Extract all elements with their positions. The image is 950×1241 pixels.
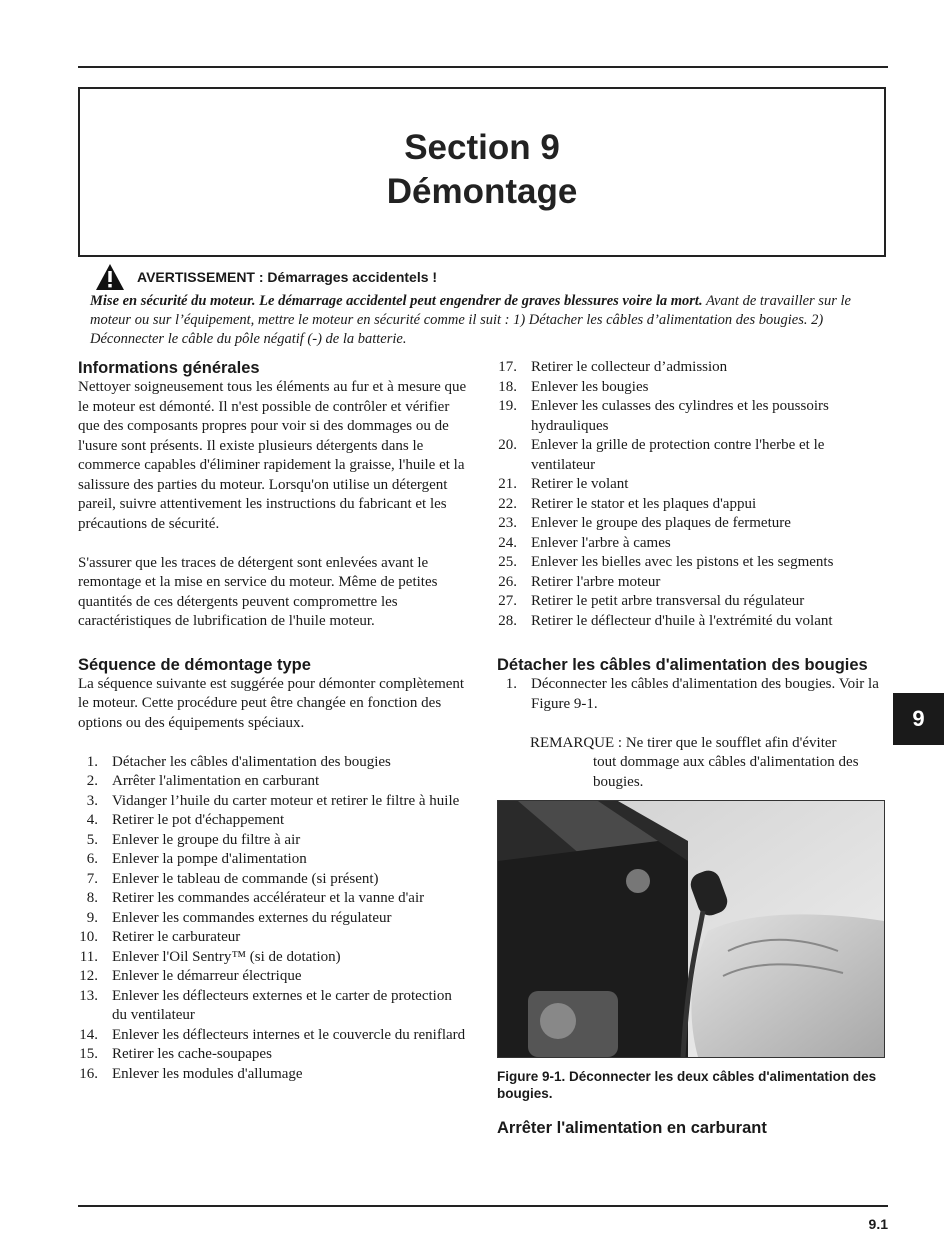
list-item: 8. Retirer les commandes accélérateur et la vanne d'air	[86, 890, 425, 906]
warning-body-text: Avant de travailler sur le moteur ou sur l’équipement, mettre le moteur en sécurité comme il suit : 1) Détacher les câbles d’alimentation des bougies. 2) Déconnecter le câble du pôle négatif (-) de la batterie.	[90, 293, 851, 347]
list-item: 12. Enlever le démarreur électrique	[79, 968, 302, 984]
list-item: 19. Enlever les culasses des cylindres et les poussoirs hydrauliques	[498, 398, 829, 434]
list-item: 1. Déconnecter les câbles d'alimentation des bougies. Voir la Figure 9-1.	[505, 676, 879, 712]
warning-triangle-icon	[95, 263, 125, 291]
list-item: 25. Enlever les bielles avec les pistons et les segments	[498, 554, 834, 570]
general-heading: Informations générales	[78, 359, 260, 377]
list-item: 3. Vidanger l’huile du carter moteur et retirer le filtre à huile	[86, 792, 460, 809]
list-item: 2. Arrêter l'alimentation en carburant	[86, 773, 320, 789]
fuel-heading: Arrêter l'alimentation en carburant	[497, 1119, 767, 1137]
section-number: Section 9	[404, 128, 560, 167]
list-item: 15. Retirer les cache-soupapes	[79, 1046, 272, 1062]
list-item: 9. Enlever les commandes externes du régulateur	[86, 909, 392, 926]
top-rule	[78, 66, 888, 68]
list-item: 22. Retirer le stator et les plaques d'appui	[498, 495, 757, 512]
warning-text	[90, 292, 880, 349]
list-item: 7. Enlever le tableau de commande (si présent)	[86, 870, 379, 887]
figure-photo	[497, 800, 885, 1058]
list-item: 23. Enlever le groupe des plaques de fermeture	[498, 515, 791, 531]
warning-block	[90, 262, 880, 349]
list-item: 16. Enlever les modules d'allumage	[79, 1065, 303, 1082]
remark-lead: REMARQUE : Ne tirer que le soufflet afin d'éviter	[530, 734, 837, 751]
warning-title: AVERTISSEMENT : Démarrages accidentels !	[137, 268, 438, 285]
figure-caption: Figure 9-1. Déconnecter les deux câbles d'alimentation des bougies.	[497, 1069, 877, 1101]
section-tab: 9	[893, 693, 944, 745]
list-item: 11. Enlever l'Oil Sentry™ (si de dotation)	[79, 948, 341, 965]
list-item: 24. Enlever l'arbre à cames	[498, 534, 671, 551]
remark-rest: tout dommage aux câbles d'alimentation des bougies.	[593, 754, 859, 790]
section-title-box	[78, 87, 886, 257]
list-item: 5. Enlever le groupe du filtre à air	[86, 831, 301, 848]
remark-note	[497, 734, 889, 793]
steps-list-right	[497, 358, 889, 631]
list-item: 21. Retirer le volant	[498, 476, 629, 492]
list-item: 27. Retirer le petit arbre transversal du régulateur	[498, 593, 805, 609]
section-title: Démontage	[386, 172, 578, 211]
right-column	[497, 358, 889, 1138]
list-item: 20. Enlever la grille de protection contre l'herbe et le ventilateur	[498, 437, 825, 473]
steps-list-left	[78, 753, 470, 1085]
general-paragraph-1: Nettoyer soigneusement tous les éléments au fur et à mesure que le moteur est démonté. Il n'est possible de contrôler et vérifier que des composants propres pour voir si des dommages ou de l'usure sont présents. Il existe plusieurs détergents dans le commerce capables d'éliminer rapidement la graisse, l'huile et la salissure des parties du moteur. Lorsqu'on utilise un détergent pareil, suivre attentivement les instructions du fabricant et les précautions de sécurité.	[78, 379, 467, 532]
list-item: 10. Retirer le carburateur	[79, 929, 241, 945]
left-column	[78, 358, 470, 1084]
cables-heading: Détacher les câbles d'alimentation des bougies	[497, 656, 868, 674]
page-number: 9.1	[868, 1216, 888, 1232]
bottom-rule	[78, 1205, 888, 1207]
list-item: 1. Détacher les câbles d'alimentation des bougies	[86, 753, 391, 770]
general-paragraph-2: S'assurer que les traces de détergent sont enlevées avant le remontage et la mise en service du moteur. Même de petites quantités de ces détergents peuvent compromettre les caractéristiques de lubrification de l'huile moteur.	[78, 554, 438, 629]
warning-bold-text: Mise en sécurité du moteur. Le démarrage accidentel peut engendrer de graves blessures voire la mort.	[90, 293, 703, 309]
sequence-heading: Séquence de démontage type	[78, 655, 311, 674]
list-item: 17. Retirer le collecteur d’admission	[498, 359, 728, 375]
list-item: 4. Retirer le pot d'échappement	[86, 812, 285, 828]
sequence-intro: La séquence suivante est suggérée pour démonter complètement le moteur. Cette procédure peut être changée en fonction des options ou des équipements spéciaux.	[78, 675, 465, 731]
list-item: 28. Retirer le déflecteur d'huile à l'extrémité du volant	[498, 612, 833, 629]
list-item: 18. Enlever les bougies	[498, 378, 649, 395]
list-item: 13. Enlever les déflecteurs externes et le carter de protection du ventilateur	[79, 987, 452, 1023]
list-item: 6. Enlever la pompe d'alimentation	[86, 851, 307, 867]
list-item: 14. Enlever les déflecteurs internes et le couvercle du reniflard	[79, 1026, 466, 1043]
list-item: 26. Retirer l'arbre moteur	[498, 573, 661, 590]
